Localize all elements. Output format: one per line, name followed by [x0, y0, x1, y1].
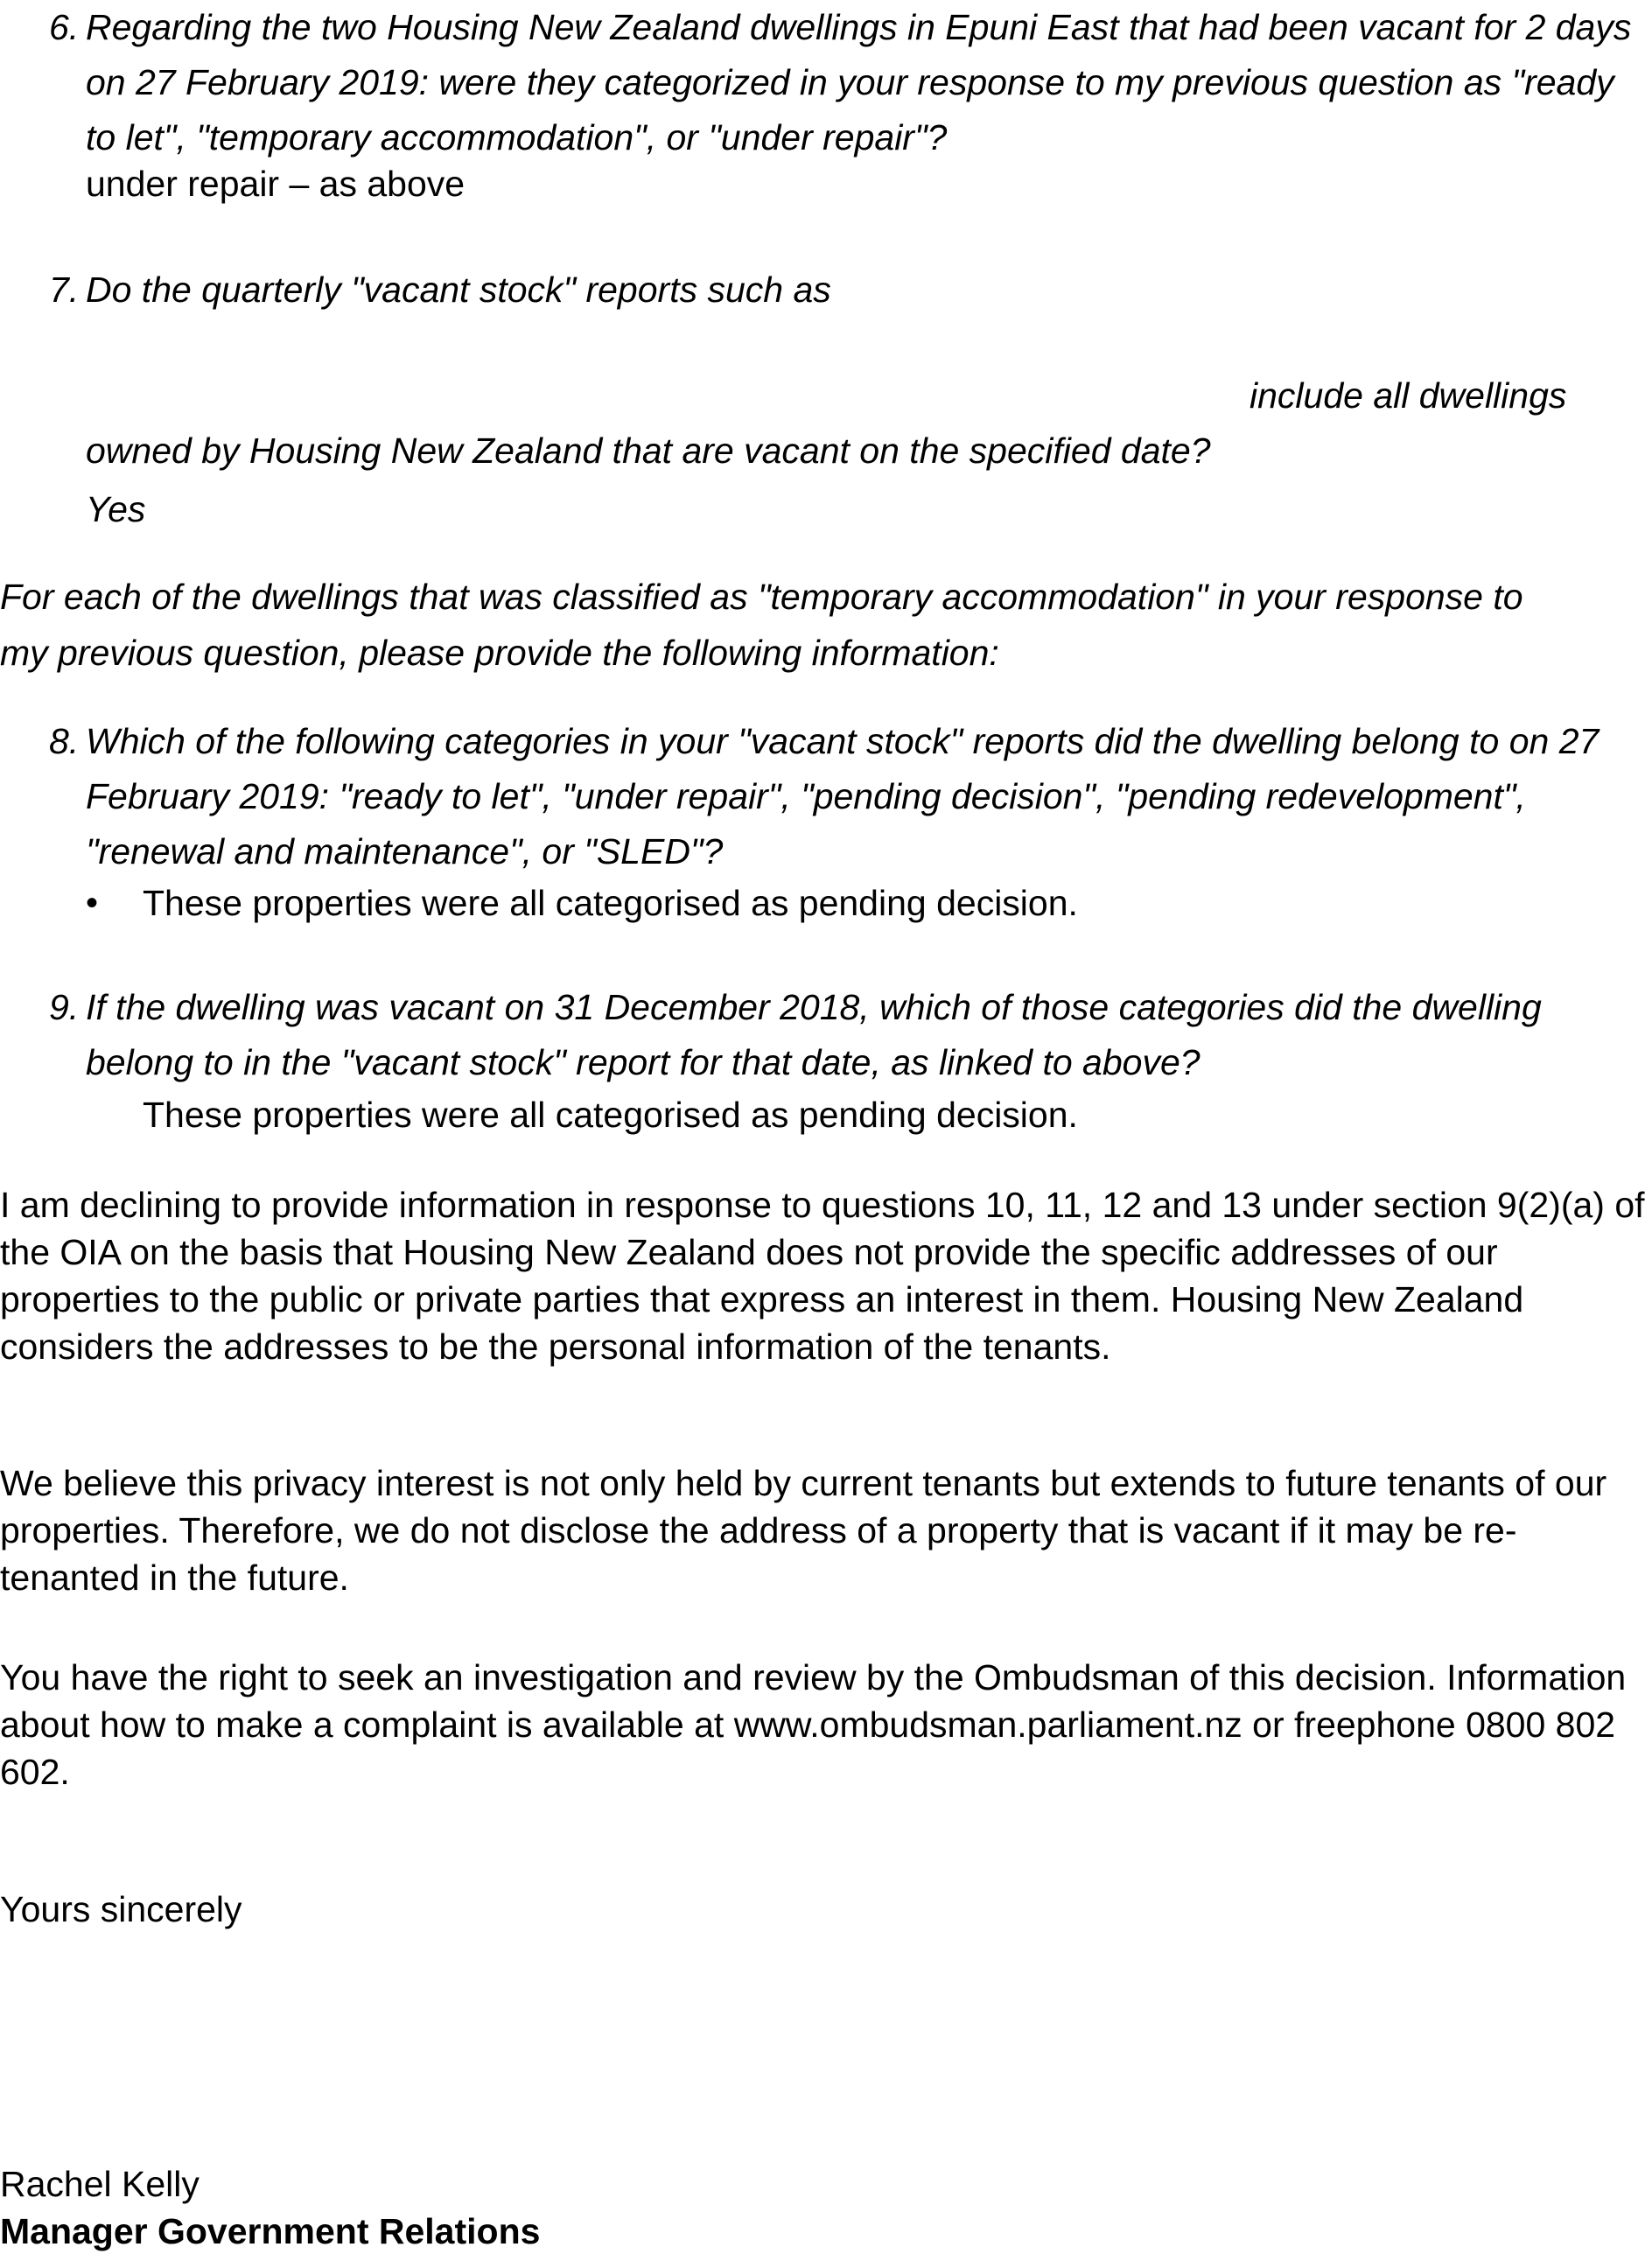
question-7-line3 [86, 424, 1643, 479]
question-text-line3: owned by Housing New Zealand that are vacant on the specified date? [86, 430, 1211, 471]
answer-8: These properties were all categorised as pending decision. [143, 883, 1078, 923]
question-number: 9. [49, 987, 80, 1027]
answer-7: Yes [86, 489, 146, 529]
question-7-line2 [1250, 368, 1643, 424]
signatory-name: Rachel Kelly [0, 2164, 200, 2204]
question-text-line2: include all dwellings [1250, 375, 1567, 416]
closing: Yours sincerely [0, 1889, 242, 1929]
question-number: 8. [49, 721, 80, 761]
question-text-line1: Do the quarterly "vacant stock" reports such as [86, 270, 831, 310]
declining-paragraph: I am declining to provide information in response to questions 10, 11, 12 and 13 under section 9(2)(a) of the OIA on the basis that Housing New Zealand does not provide the specific addresses of our properties to the public or private parties that express an interest in them. Housing New Zealand considers the addresses to be the personal information of the tenants. [0, 1185, 1645, 1367]
question-number: 6. [49, 7, 80, 47]
question-text: If the dwelling was vacant on 31 December 2018, which of those categories did the dwelling belong to in the "vacant stock" report for that date, as linked to above? [86, 987, 1542, 1082]
answer-6: under repair – as above [86, 164, 466, 204]
privacy-paragraph: We believe this privacy interest is not only held by current tenants but extends to future tenants of our properties. Therefore, we do not disclose the address of a property that is vacant if it may be re-tenanted in the future. [0, 1463, 1607, 1598]
temp-accommodation-intro: For each of the dwellings that was classified as "temporary accommodation" in your response to my previous question, please provide the following information: [0, 577, 1523, 673]
bullet-icon: • [86, 884, 99, 922]
ombudsman-paragraph: You have the right to seek an investigation and review by the Ombudsman of this decision. Information about how to make a complaint is available at www.ombudsman.parliament.nz or freephone 0800 802 602. [0, 1657, 1627, 1792]
question-number: 7. [49, 270, 80, 310]
answer-9: These properties were all categorised as pending decision. [143, 1095, 1078, 1135]
question-text: Regarding the two Housing New Zealand dwellings in Epuni East that had been vacant for 2 days on 27 February 2019: were they categorized in your response to my previous question as "ready to let", "temporary accommodation", or "under repair"? [86, 7, 1632, 158]
question-text: Which of the following categories in your "vacant stock" reports did the dwelling belong to on 27 February 2019: "ready to let", "under repair", "pending decision", "pending redevelopment", "renewal and maintenance", or "SLED"? [86, 721, 1600, 872]
signatory-title: Manager Government Relations [0, 2211, 541, 2251]
